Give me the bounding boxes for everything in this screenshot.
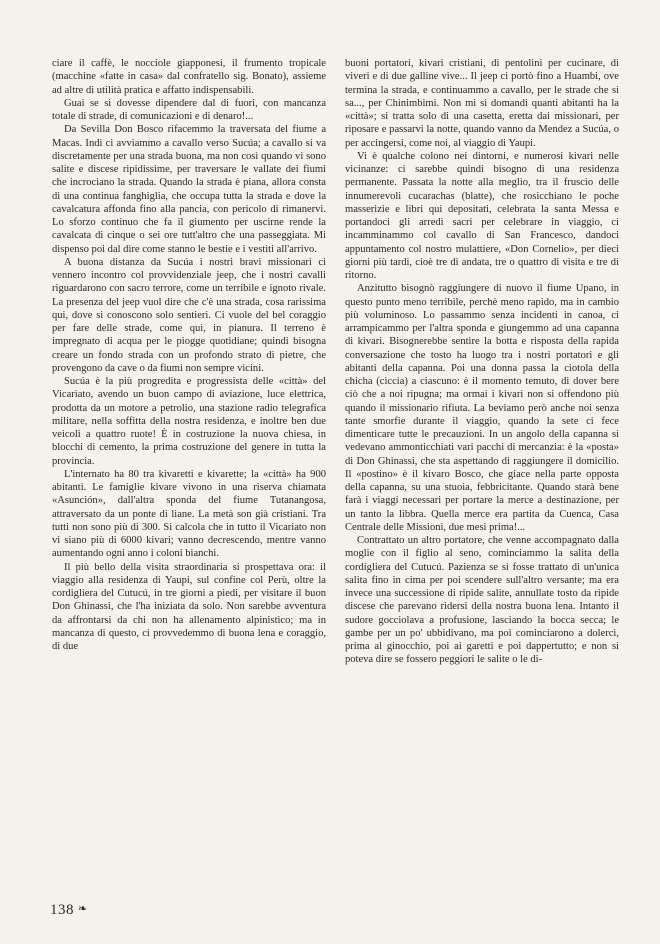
paragraph: Il più bello della visita straordinaria si prospettava ora: il viaggio alla residenza di Yaupi, sul confine col Perù, oltre la cordigliera del Cutucú, in tre giorni a piedi, per visitare il buon Don Ghinassi, che l'ha iniziata da solo. Non sarebbe avventura da affrontarsi da chi non ha allenamento alpinistico; ma in mancanza di questo, ci provvedemmo di buona lena e coraggio, di due [52,561,326,652]
paragraph: Guai se si dovesse dipendere dal di fuori, con mancanza totale di strade, di comunicazioni e di denaro!... [52,97,326,122]
paragraph: Contrattato un altro portatore, che venne accompagnato dalla moglie con il figlio al seno, cominciammo la salita della cordigliera del Cutucú. Pazienza se si fosse trattato di un'unica salita fino in cima per poi scendere sull'altro versante; ma era invece una successione di ripide salite, annullate tosto da ripide discese che parevano ridersi della nostra buona lena. Intanto il sudore gocciolava a profusione, lasciando la bocca secca; le gambe per un po' ubbidivano, ma poi cominciarono a dolerci, prima al ginocchio, poi ai garetti e poi dappertutto; e non si poteva dire se fossero peggiori le salite o le di- [345,535,619,666]
paragraph: Anzitutto bisognò raggiungere di nuovo il fiume Upano, in questo punto meno terribile, perchè meno rapido, ma in cambio più voluminoso. Lo passammo senza incidenti in canoa, ci arrampicammo per l'altra sponda e giungemmo ad una capanna di kivari. Bisognerebbe sentire la botta e risposta della rapida conversazione che tosto ha luogo tra i nostri portatori e gli abitanti della capanna. Poi una donna passa la ciotola della chicha (ciccia) a ciascuno: è il momento temuto, di dover bere ciò che a noi ripugna; ma ormai i kivari non si offendono più quando il missionario rifiuta. La beviamo però anche noi senza tante smorfie durante il viaggio, quando la sete ci fece dimenticare tutte le precauzioni. In un angolo della capanna si vedevano ammonticchiati vari pacchi di mercanzia: è la «posta» di Don Ghinassi, che sta aspettando di raggiungere il domicilio. Il «postino» è il kivaro Bosco, che giace nella parte opposta della capanna, su una stuoia, febbricitante. Quando starà bene farà i viaggi necessari per portare la merce a destinazione, per un tanto la libbra. Quella merce era partita da Cuenca, Casa Centrale delle Missioni, due mesi prima!... [345,283,619,533]
paragraph: ciare il caffè, le nocciole giapponesi, il frumento tropicale (macchine «fatte in casa» dal confratello sig. Bonato), assieme ad altre di utilità pratica e affatto indispensabili. [52,58,326,96]
page-number [50,902,88,919]
paragraph: L'internato ha 80 tra kivaretti e kivarette; la «città» ha 900 abitanti. Le famiglie kivare vivono in una riserva chiamata «Asunción», dall'altra sponda del fiume Tutanangosa, attraversato da un ponte di liane. La metà son già cristiani. Tra tutti non sono più di 300. Si calcola che in tutto il Vicariato non vi siano più di 6000 kivari; vanno decrescendo, mentre vanno aumentando ogni anno i coloni bianchi. [52,468,326,560]
paragraph: Vi è qualche colono nei dintorni, e numerosi kivari nelle vicinanze: ci sarebbe quindi bisogno di una residenza permanente. Passata la notte alla meglio, tra il fruscio delle innumerevoli cucarachas (blatte), che rosicchiano le poche masserizie e libri qui depositati, celebrata la santa Messa e portandoci gli arredi sacri per celebrare in viaggio, ci incamminammo col cavallo di San Francesco, dandoci appuntamento col nostro mulattiere, «Don Cornelio», per dieci giorni più tardi, cioè tre di andata, tre o quattro di visita e tre di ritorno. [345,150,619,281]
left-text-column [52,57,326,653]
right-text-column [345,57,619,667]
page-number-value: 138 [50,902,74,918]
fleuron-ornament-icon: ❧ [78,903,88,915]
paragraph: buoni portatori, kivari cristiani, di pentolini per cucinare, di viveri e di due galline vive... Il jeep ci portò fino a Huambi, ove termina la strada, e continuammo a cavallo, per le strade che si sa..., per Chinimbimi. Non mi si domandi quanti abitanti ha la «città»; si tratta solo di una casetta, eretta dai missionari, per riposare e passarvi la notte, quando vanno da Mendez a Sucúa, o per accingersi, come noi, al viaggio di Yaupi. [345,58,619,149]
paragraph: Sucúa è la più progredita e progressista delle «città» del Vicariato, avendo un buon campo di aviazione, luce elettrica, prodotta da un motore a petrolio, una stazione radio telegrafica militare, nella soffitta della nostra residenza, e inoltre ben due veicoli a quattro ruote! È in costruzione la nuova chiesa, in blocchi di cemento, la prima costruzione del genere in tutta la provincia. [52,376,326,467]
paragraph: A buona distanza da Sucúa i nostri bravi missionari ci vennero incontro col provvidenziale jeep, che i nostri cavalli riguardarono con sacro terrore, come un terribile e ignoto rivale. La presenza del jeep vuol dire che c'è una strada, cosa rarissima qui, dove si conoscono solo sentieri. Ci vuole del bel coraggio per fare delle strade, come qui, in pianura. Il terreno è impregnato di acqua per le piogge quotidiane; quindi bisogna creare un fondo strada con un profondo strato di pietre, che provengono da cave o da fiumi non sempre vicini. [52,256,326,374]
paragraph: Da Sevilla Don Bosco rifacemmo la traversata del fiume a Macas. Indi ci avviammo a cavallo verso Sucúa; a cavallo si va discretamente per una strada buona, ma non così quando vi sono salite e discese ripidissime, per traversare le vallate dei fiumi che incrociano la strada. Quando la strada è piana, allora consta di una continua fanghiglia, che occupa tutta la strada e dove la cavalcatura affonda fino alla pancia, con pericolo di rimanervi. Lo sforzo continuo che fa il giumento per uscirne rende la cavalcata di cinque o sei ore tutt'altro che una passeggiata. Mi dispenso poi dal dire come stanno le bestie e i vestiti all'arrivo. [52,124,326,255]
